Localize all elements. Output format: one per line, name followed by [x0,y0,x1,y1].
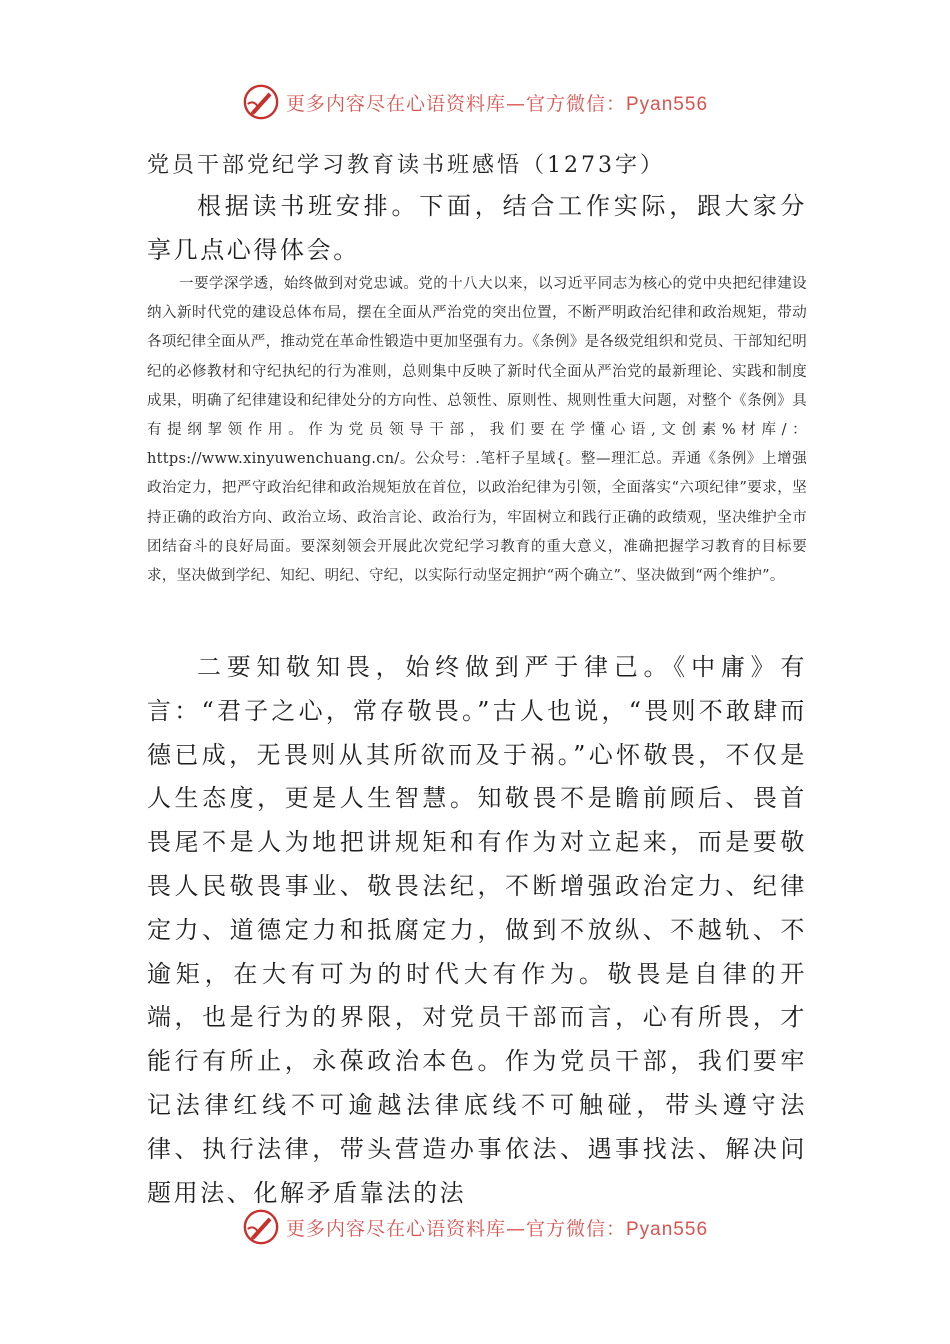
watermark-banner-top [0,80,950,124]
pen-logo-icon [242,83,280,121]
pen-logo-icon [242,1208,280,1246]
section-two-paragraph: 二要知敬知畏，始终做到严于律己。《中庸》有言：“君子之心，常存敬畏。”古人也说，“畏则不敢肆而德已成，无畏则从其所欲而及于祸。”心怀敬畏，不仅是人生态度，更是人生智慧。知敬畏不是瞻前顾后、畏首畏尾不是人为地把讲规矩和有作为对立起来，而是要敬畏人民敬畏事业、敬畏法纪，不断增强政治定力、纪律定力、道德定力和抵腐定力，做到不放纵、不越轨、不逾矩，在大有可为的时代大有作为。敬畏是自律的开端，也是行为的界限，对党员干部而言，心有所畏，才能行有所止，永葆政治本色。作为党员干部，我们要牢记法律红线不可逾越法律底线不可触碰，带头遵守法律、执行法律，带头营造办事依法、遇事找法、解决问题用法、化解矛盾靠法的法 [147,653,807,1207]
banner-text: 更多内容尽在心语资料库—官方微信： [285,92,626,115]
watermark-banner-bottom [0,1205,950,1249]
banner-wechat-id: Pyan556 [626,1218,709,1240]
banner-wechat-id: Pyan556 [626,93,709,115]
section-one-paragraph: 一要学深学透，始终做到对党忠诚。党的十八大以来，以习近平同志为核心的党中央把纪律建设纳入新时代党的建设总体布局，摆在全面从严治党的突出位置，不断严明政治纪律和政治规矩，带动各项纪律全面从严，推动党在革命性锻造中更加坚强有力。《条例》是各级党组织和党员、干部知纪明纪的必修教材和守纪执纪的行为准则，总则集中反映了新时代全面从严治党的最新理论、实践和制度成果，明确了纪律建设和纪律处分的方向性、总领性、原则性、规则性重大问题，对整个《条例》具有提纲挈领作用。作为党员领导干部，我们要在学懂心语,文创素%材库/：https://www.xinyuwenchuang.cn/。公众号：.笔杆子星域{。整—理汇总。弄通《条例》上增强政治定力，把严守政治纪律和政治规矩放在首位，以政治纪律为引领，全面落实“六项纪律”要求，坚持正确的政治方向、政治立场、政治言论、政治行为，牢固树立和践行正确的政绩观，坚决维护全市团结奋斗的良好局面。要深刻领会开展此次党纪学习教育的重大意义，准确把握学习教育的目标要求，坚决做到学纪、知纪、明纪、守纪，以实际行动坚定拥护“两个确立”、坚决做到“两个维护”。 [147,276,807,585]
intro-paragraph: 根据读书班安排。下面，结合工作实际，跟大家分享几点心得体会。 [147,192,807,264]
banner-text: 更多内容尽在心语资料库—官方微信： [285,1217,626,1240]
document-title: 党员干部党纪学习教育读书班感悟（1273字） [147,153,665,178]
